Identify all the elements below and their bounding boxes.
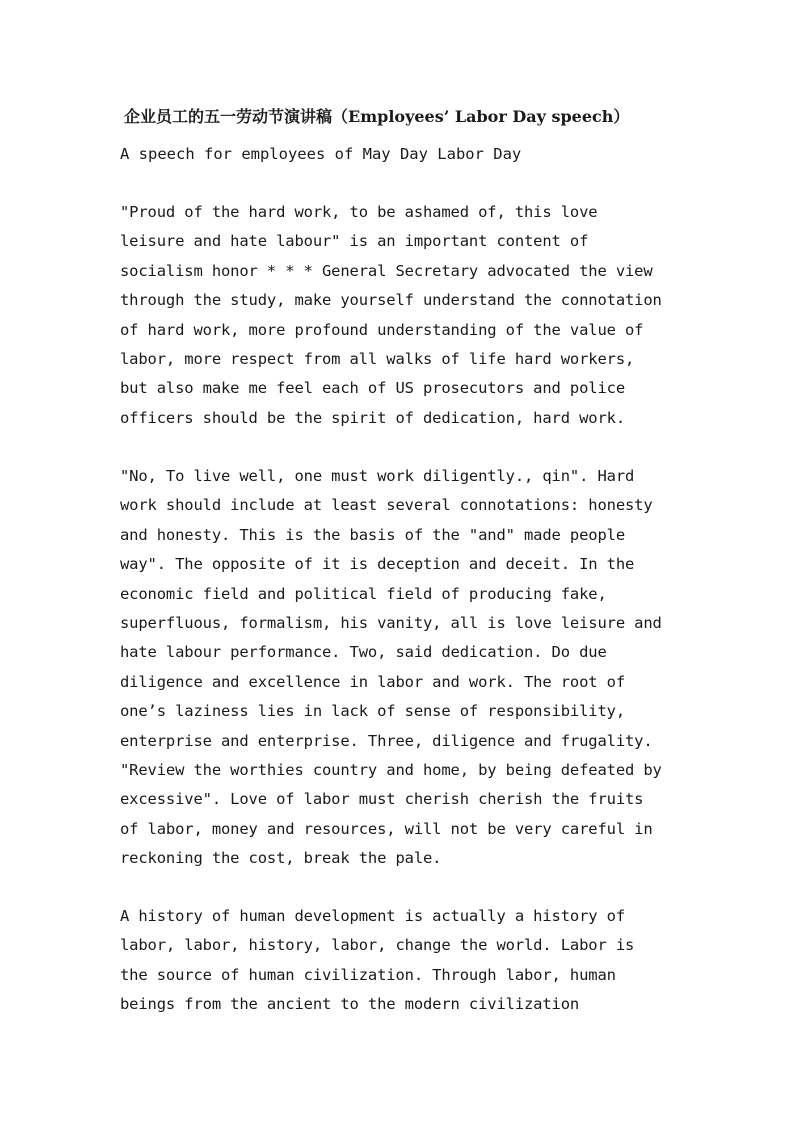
text-line: of hard work, more profound understanding of the value of <box>120 320 644 339</box>
text-line: of labor, money and resources, will not be very careful in <box>120 819 653 838</box>
text-line: hate labour performance. Two, said dedication. Do due <box>120 643 607 662</box>
document-title: 企业员工的五一劳动节演讲稿（Employees’ Labor Day speech） <box>124 107 630 126</box>
text-line: A history of human development is actually a history of <box>120 907 625 925</box>
text-line: but also make me feel each of US prosecutors and police <box>120 379 625 398</box>
text-line: excessive". Love of labor must cherish cherish the fruits <box>120 790 644 809</box>
text-line: work should include at least several connotations: honesty <box>120 496 653 515</box>
text-line: the source of human civilization. Through labor, human <box>120 965 616 984</box>
text-line: way". The opposite of it is deception and deceit. In the <box>120 555 635 574</box>
text-line: diligence and excellence in labor and work. The root of <box>120 672 625 691</box>
paragraph-1 <box>120 198 676 433</box>
text-line: reckoning the cost, break the pale. <box>120 849 442 868</box>
text-line: "Review the worthies country and home, by being defeated by <box>120 760 662 779</box>
paragraph-3 <box>120 902 676 1020</box>
text-line: socialism honor * * * General Secretary advocated the view <box>120 261 653 280</box>
text-line: officers should be the spirit of dedication, hard work. <box>120 408 625 427</box>
text-line: and honesty. This is the basis of the "and" made people <box>120 525 625 544</box>
paragraph-2 <box>120 462 676 873</box>
text-line: beings from the ancient to the modern civilization <box>120 995 580 1014</box>
document-subtitle: A speech for employees of May Day Labor Day <box>120 145 522 163</box>
text-line: enterprise and enterprise. Three, diligence and frugality. <box>120 731 653 750</box>
text-line: labor, labor, history, labor, change the world. Labor is <box>120 936 635 955</box>
text-line: "Proud of the hard work, to be ashamed of, this love <box>120 203 598 221</box>
text-line: economic field and political field of producing fake, <box>120 584 607 603</box>
text-line: leisure and hate labour" is an important content of <box>120 232 589 251</box>
text-line: "No, To live well, one must work diligently., qin". Hard <box>120 467 635 485</box>
text-line: labor, more respect from all walks of life hard workers, <box>120 349 635 368</box>
text-line: superfluous, formalism, his vanity, all is love leisure and <box>120 613 662 632</box>
text-line: through the study, make yourself understand the connotation <box>120 291 662 310</box>
text-line: one’s laziness lies in lack of sense of responsibility, <box>120 702 625 721</box>
